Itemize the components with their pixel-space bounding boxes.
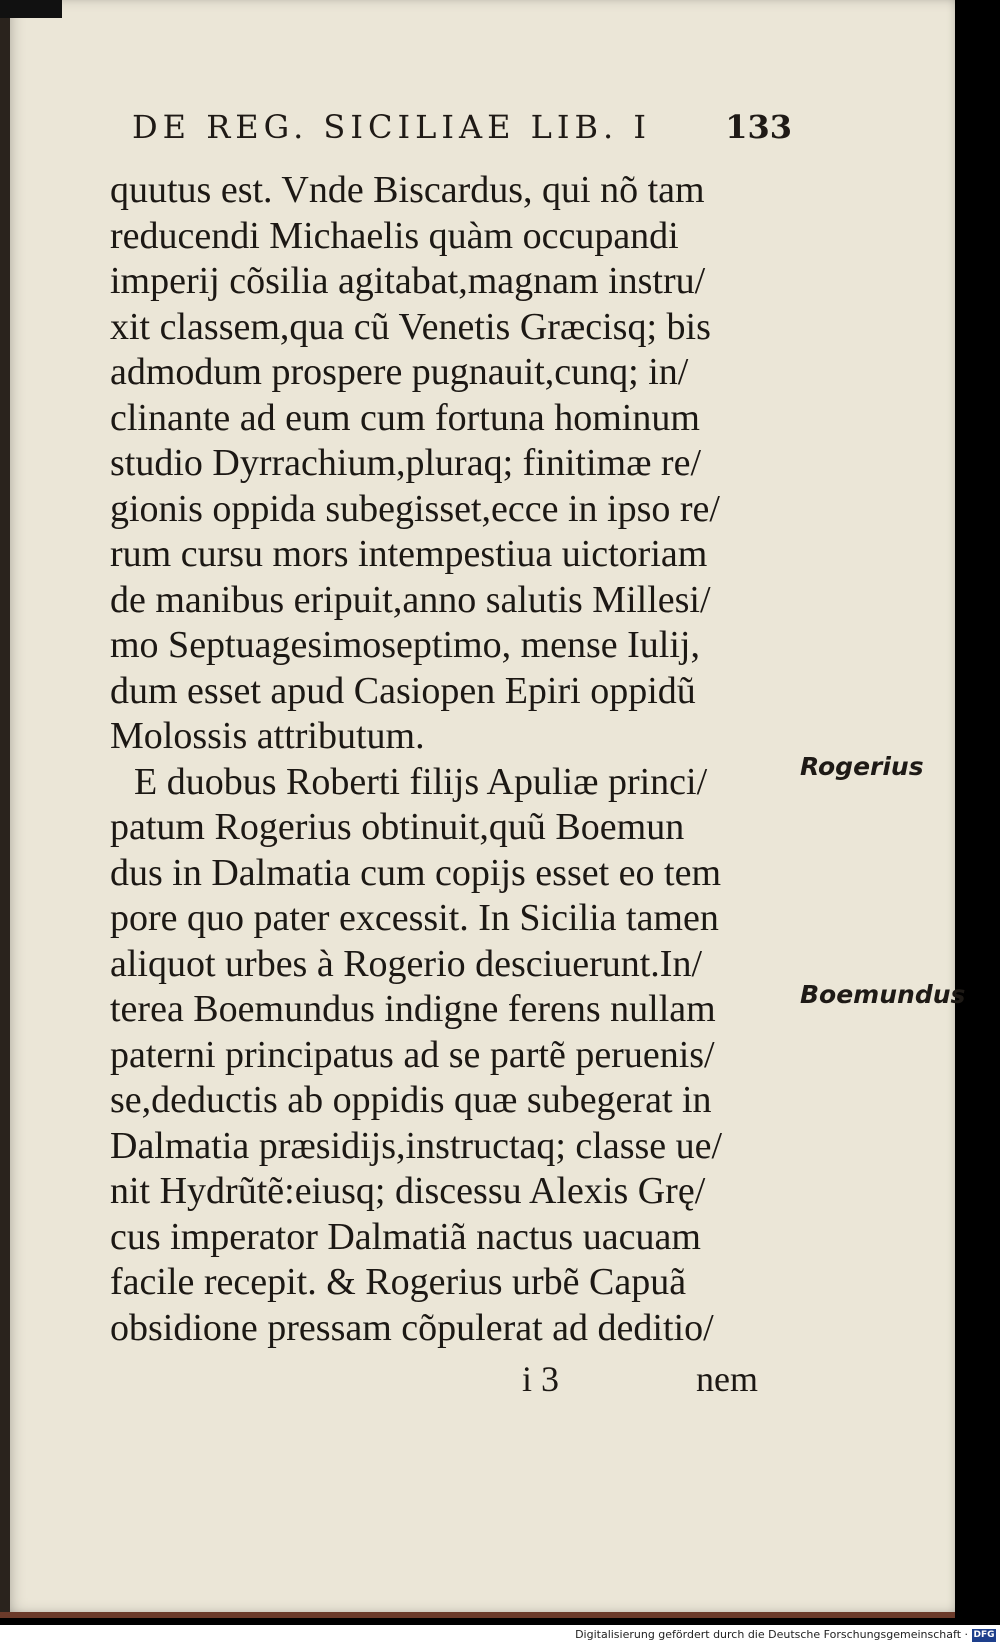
text-line: pore quo pater excessit. In Sicilia tamen: [110, 897, 719, 939]
text-line: rum cursu mors intempestiua uictoriam: [110, 533, 708, 575]
text-line: Dalmatia præsidijs,instructaq; classe ue/: [110, 1124, 723, 1167]
text-line: quutus est. Vnde Biscardus, qui nõ tam: [110, 169, 705, 211]
text-line: terea Boemundus indigne ferens nullam: [110, 988, 716, 1030]
text-line: obsidione pressam cõpulerat ad deditio/: [110, 1306, 714, 1349]
text-line: admodum prospere pugnauit,cunq; in/: [110, 351, 689, 393]
text-line: clinante ad eum cum fortuna hominum: [110, 396, 700, 439]
text-line: dus in Dalmatia cum copijs esset eo tem: [110, 851, 722, 894]
text-line: imperij cõsilia agitabat,magnam instru/: [110, 260, 706, 302]
text-line: nit Hydrũtẽ:eiusq; discessu Alexis Grę/: [110, 1170, 706, 1212]
text-line: patum Rogerius obtinuit,quũ Boemun: [110, 806, 685, 848]
text-line: cus imperator Dalmatiã nactus uacuam: [110, 1215, 701, 1258]
catchline: [0, 1358, 1000, 1408]
text-line: E duobus Roberti filijs Apuliæ princi/: [134, 760, 708, 803]
running-header: [132, 108, 792, 146]
text-line: xit classem,qua cũ Venetis Græcisq; bis: [110, 305, 711, 348]
marginal-note-boemundus: Boemundus: [800, 980, 966, 1009]
text-line: Molossis attributum.: [110, 715, 425, 757]
text-line: dum esset apud Casiopen Epiri oppidũ: [110, 669, 696, 712]
catchword: nem: [696, 1359, 758, 1399]
text-line: reducendi Michaelis quàm occupandi: [110, 214, 679, 257]
marginal-note-rogerius: Rogerius: [800, 752, 924, 781]
text-line: paterni principatus ad se partẽ peruenis/: [110, 1033, 715, 1076]
folio-number: 133: [725, 108, 792, 146]
body-text: [110, 168, 780, 1351]
text-line: se,deductis ab oppidis quæ subegerat in: [110, 1079, 712, 1121]
text-line: studio Dyrrachium,pluraq; finitimæ re/: [110, 442, 702, 484]
text-line: aliquot urbes à Rogerio desciuerunt.In/: [110, 942, 703, 985]
running-title: DE REG. SICILIAE LIB. I: [132, 108, 652, 146]
text-line: mo Septuagesimoseptimo, mense Iulij,: [110, 624, 700, 666]
dfg-logo: DFG: [973, 1630, 995, 1640]
text-line: de manibus eripuit,anno salutis Millesi/: [110, 578, 711, 621]
digitization-footer: [0, 1625, 1000, 1647]
text-line: gionis oppida subegisset,ecce in ipso re/: [110, 487, 720, 530]
signature-mark: i 3: [522, 1359, 560, 1399]
text-line: facile recepit. & Rogerius urbẽ Capuã: [110, 1261, 687, 1303]
funding-credit: Digitalisierung gefördert durch die Deutsche Forschungsgemeinschaft ·: [575, 1628, 968, 1641]
